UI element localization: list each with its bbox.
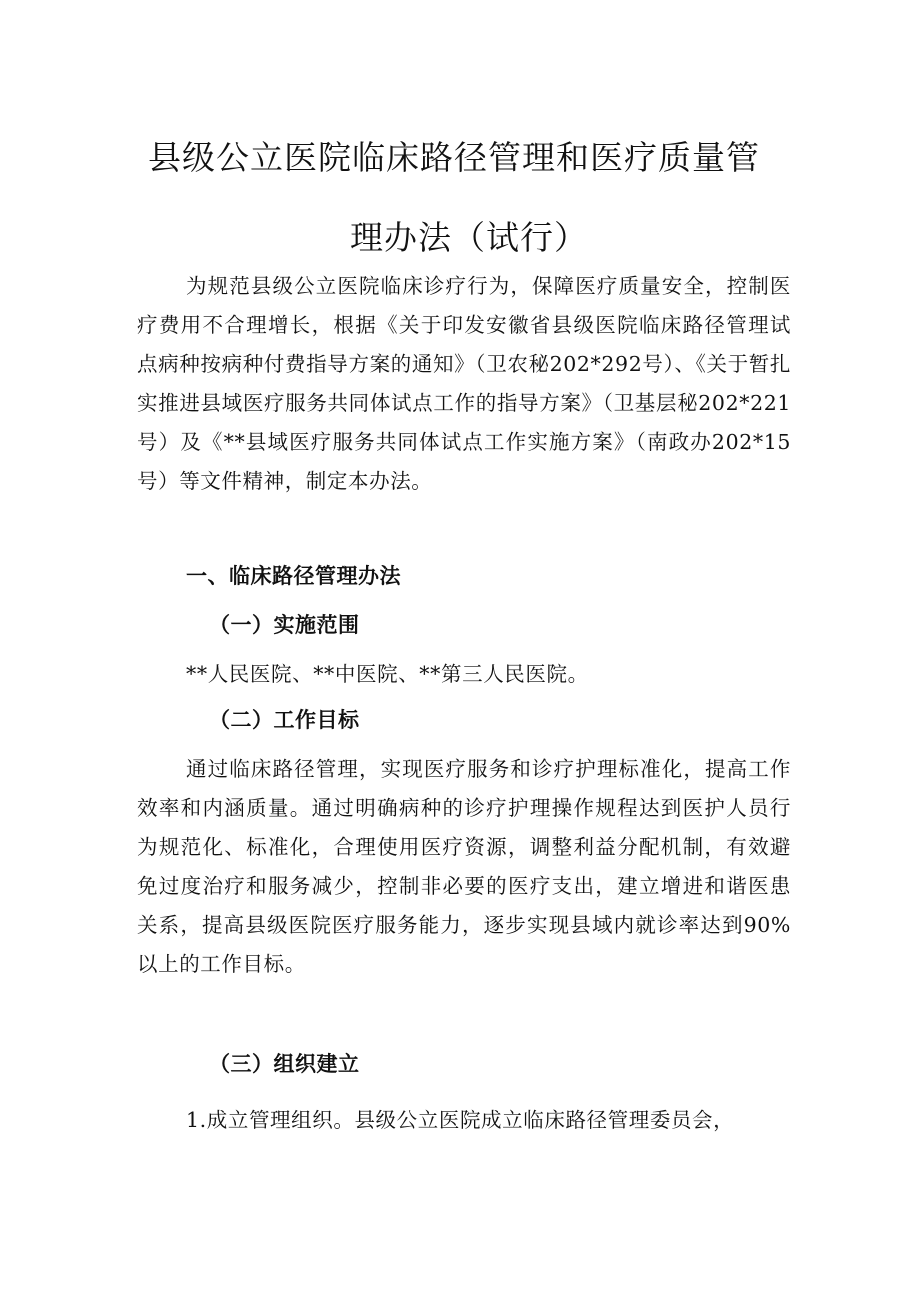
section-heading-clinical-pathway: 一、临床路径管理办法 (186, 564, 401, 588)
goals-paragraph: 通过临床路径管理，实现医疗服务和诊疗护理标准化，提高工作效率和内涵质量。通过明确病种的诊疗护理操作规程达到医护人员行为规范化、标准化，合理使用医疗资源，调整利益分配机制，有效避免过度治疗和服务减少，控制非必要的医疗支出，建立增进和谐医患关系，提高县级医院医疗服务能力，逐步实现县域内就诊率达到90%以上的工作目标。 (137, 757, 791, 976)
organization-item-1: 1.成立管理组织。县级公立医院成立临床路径管理委员会， (186, 1108, 735, 1132)
subheading-scope: （一）实施范围 (209, 613, 360, 637)
document-title-line-2: 理办法（试行） (350, 218, 588, 257)
subheading-organization: （三）组织建立 (209, 1052, 360, 1076)
document-title-line-1: 县级公立医院临床路径管理和医疗质量管 (148, 138, 760, 177)
intro-paragraph: 为规范县级公立医院临床诊疗行为，保障医疗质量安全，控制医疗费用不合理增长，根据《关于印发安徽省县级医院临床路径管理试点病种按病种付费指导方案的通知》（卫农秘202*292号）、《关于暂扎实推进县域医疗服务共同体试点工作的指导方案》（卫基层秘202*221号）及《**县域医疗服务共同体试点工作实施方案》（南政办202*15号）等文件精神，制定本办法。 (137, 274, 791, 493)
subheading-goals: （二）工作目标 (209, 708, 360, 732)
scope-text: **人民医院、**中医院、**第三人民医院。 (186, 662, 589, 686)
